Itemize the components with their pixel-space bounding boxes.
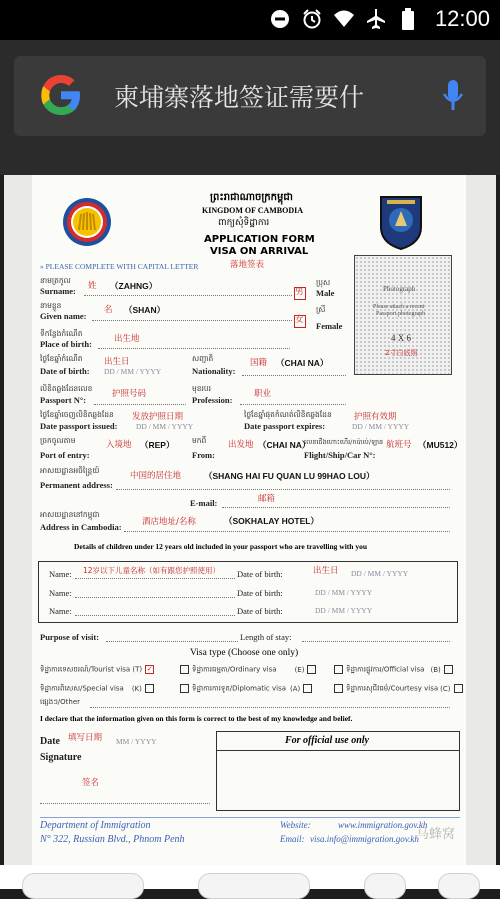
permanent-address-khmer: អាសយដ្ឋានអចិន្ត្រៃយ៍	[40, 466, 100, 475]
airplane-mode-icon	[365, 8, 387, 30]
status-time: 12:00	[434, 6, 490, 31]
female-khmer: ស្រី	[316, 305, 326, 314]
website-link[interactable]: www.immigration.gov.kh	[338, 820, 428, 830]
courtesy-code-checkbox[interactable]	[454, 684, 463, 693]
dob-khmer: ថ្ងៃខែឆ្នាំកំណើត	[40, 354, 83, 363]
expires-label: Date passport expires:	[244, 421, 326, 431]
children-heading: Details of children under 12 years old included in your passport who are travelling with you	[74, 542, 368, 551]
official-visa-option[interactable]	[334, 665, 453, 674]
dob-note: 出生日	[104, 357, 130, 367]
expires-note: 护照有效期	[354, 412, 397, 422]
official-use-box	[216, 731, 460, 811]
ordinary-code-checkbox[interactable]	[307, 665, 316, 674]
child-3-dob-format: DD / MM / YYYY	[315, 606, 373, 615]
photo-chinese-note: 2寸白底照	[385, 349, 418, 357]
department-name: Department of Immigration	[40, 820, 151, 831]
passport-number-line	[94, 404, 186, 405]
alarm-icon	[301, 8, 323, 30]
kingdom-english: KINGDOM OF CAMBODIA	[202, 206, 304, 215]
signature-label: Signature	[40, 752, 82, 763]
email-footer-label: Email:	[280, 834, 305, 844]
ordinary-visa-label: ទិដ្ឋាការធម្មតា/Ordinary visa	[192, 665, 277, 674]
purpose-label: Purpose of visit:	[40, 632, 100, 642]
official-code-checkbox[interactable]	[444, 665, 453, 674]
form-title: APPLICATION FORM	[204, 234, 315, 245]
diplomatic-checkbox[interactable]	[180, 684, 189, 693]
photo-size: 4 X 6	[391, 333, 411, 343]
footer-divider	[40, 817, 460, 818]
child-1-dob-note: 出生日	[313, 566, 339, 576]
do-not-disturb-icon	[269, 8, 291, 30]
nationality-note: 国籍	[250, 358, 268, 368]
issued-khmer: ថ្ងៃខែឆ្នាំចេញលិខិតឆ្លងដែន	[40, 410, 114, 419]
child-1-name-label: Name:	[49, 569, 72, 579]
date-note: 填写日期	[68, 733, 103, 743]
female-label: Female	[316, 321, 343, 331]
from-label: From:	[192, 450, 215, 460]
children-box	[38, 561, 458, 623]
permanent-address-value: （SHANG HAI FU QUAN LU 99HAO LOU）	[204, 471, 375, 481]
issued-note: 发放护照日期	[132, 412, 184, 422]
child-2-name-line	[75, 597, 235, 598]
profession-label: Profession:	[192, 395, 233, 405]
date-format: MM / YYYY	[116, 737, 157, 746]
port-of-entry-value: （REP）	[140, 440, 175, 450]
courtesy-visa-option[interactable]	[334, 684, 463, 693]
surname-note: 姓	[88, 281, 97, 291]
ordinary-visa-code: (E)	[294, 665, 305, 674]
department-address: N° 322, Russian Blvd., Phnom Penh	[40, 834, 185, 845]
email-label: E-mail:	[190, 498, 218, 508]
ordinary-visa-option[interactable]	[180, 665, 316, 674]
search-query-text[interactable]: 柬埔寨落地签证需要什	[114, 83, 365, 112]
status-bar	[0, 0, 500, 40]
diplomatic-visa-option[interactable]	[180, 684, 312, 693]
place-of-birth-line	[98, 348, 290, 349]
child-2-dob-label: Date of birth:	[237, 588, 283, 598]
child-1-dob-format: DD / MM / YYYY	[351, 569, 409, 578]
passport-number-khmer: លិខិតឆ្លងដែនលេខ	[40, 384, 93, 393]
bottom-action-chip-1[interactable]	[22, 873, 144, 899]
address-cambodia-line	[124, 531, 450, 532]
child-2-dob-format: DD / MM / YYYY	[315, 588, 373, 597]
signature-note: 签名	[82, 778, 100, 788]
male-label: Male	[316, 288, 335, 298]
flight-note: 航班号	[386, 440, 412, 450]
address-cambodia-khmer: អាសយដ្ឋាននៅកម្ពុជា	[40, 510, 100, 519]
child-3-dob-label: Date of birth:	[237, 606, 283, 616]
other-visa-label: ផ្សេងៗ/Other	[40, 698, 81, 706]
purpose-line	[106, 641, 238, 642]
dob-label: Date of birth:	[40, 366, 90, 376]
email-footer-link[interactable]: visa.info@immigration.gov.kh	[310, 834, 419, 844]
photo-box	[354, 255, 452, 375]
document-image[interactable]	[4, 175, 496, 865]
declaration-text: I declare that the information given on this form is correct to the best of my knowledge and belief.	[40, 714, 353, 723]
permanent-address-note: 中国的居住地	[130, 471, 182, 481]
child-3-name-line	[75, 615, 235, 616]
surname-label: Surname:	[40, 286, 76, 296]
place-of-birth-note: 出生地	[114, 334, 140, 344]
photo-note-1: Please attach a recent	[373, 304, 425, 310]
given-name-khmer: នាមខ្លួន	[40, 301, 62, 310]
ordinary-checkbox[interactable]	[180, 665, 189, 674]
expires-khmer: ថ្ងៃខែឆ្នាំផុតកំណត់លិខិតឆ្លងដែន	[244, 410, 332, 419]
diplomatic-code-checkbox[interactable]	[303, 684, 312, 693]
diplomatic-visa-label: ទិដ្ឋាការការទូត/Diplomatic visa	[192, 684, 287, 693]
google-logo-icon	[36, 70, 86, 120]
given-name-label: Given name:	[40, 311, 87, 321]
expires-format: DD / MM / YYYY	[352, 422, 410, 431]
stay-label: Length of stay:	[240, 632, 292, 642]
special-checkbox[interactable]	[145, 684, 154, 693]
nationality-line	[242, 375, 346, 376]
kingdom-khmer: ព្រះរាជាណាចក្រកម្ពុជា	[210, 192, 293, 203]
given-name-line	[92, 320, 292, 321]
capital-letter-instruction: » PLEASE COMPLETE WITH CAPITAL LETTER	[40, 262, 199, 271]
profession-khmer: មុខរបរ	[192, 384, 212, 393]
courtesy-visa-code: (C)	[440, 684, 451, 693]
place-of-birth-label: Place of birth:	[40, 339, 92, 349]
given-name-note: 名	[104, 305, 113, 315]
search-app-bar	[0, 40, 500, 175]
issued-format: DD / MM / YYYY	[136, 422, 194, 431]
bottom-action-bar	[0, 865, 500, 889]
date-label: Date	[40, 736, 60, 747]
child-1-dob-label: Date of birth:	[237, 569, 283, 579]
address-cambodia-value: （SOKHALAY HOTEL）	[224, 516, 319, 526]
profession-line	[240, 404, 346, 405]
nationality-khmer: សញ្ជាតិ	[192, 354, 214, 363]
bottom-action-chip-2[interactable]	[198, 873, 310, 899]
email-note: 邮箱	[258, 494, 276, 504]
stay-line	[302, 641, 450, 642]
issued-label: Date passport issued:	[40, 421, 118, 431]
flight-value: （MU512）	[418, 440, 463, 450]
tourist-visa-label: ទិដ្ឋាការទេសចរណ៍/Tourist visa (T)	[40, 665, 143, 674]
surname-khmer: នាមត្រកូល	[40, 276, 71, 285]
passport-number-label: Passport N°:	[40, 395, 87, 405]
from-note: 出发地	[228, 440, 254, 450]
given-name-value: （SHAN）	[124, 305, 166, 315]
wifi-icon	[333, 8, 355, 30]
bottom-action-chip-4[interactable]	[438, 873, 480, 899]
child-3-name-label: Name:	[49, 606, 72, 616]
bottom-action-chip-3[interactable]	[364, 873, 406, 899]
watermark-text: 马蜂窝	[416, 827, 456, 842]
nationality-label: Nationality:	[192, 366, 236, 376]
photo-note-2: Passport photograph	[376, 311, 426, 317]
passport-number-note: 护照号码	[112, 389, 147, 399]
profession-note: 职业	[254, 389, 272, 399]
courtesy-checkbox[interactable]	[334, 684, 343, 693]
website-label: Website:	[280, 820, 311, 830]
flight-label: Flight/Ship/Car N°:	[304, 450, 376, 460]
special-visa-code: (K)	[131, 684, 142, 693]
from-value: （CHAI NA）	[258, 440, 311, 450]
asean-logo-icon	[62, 197, 112, 252]
child-1-note: 12岁以下儿童名称（如有跟您护照使用）	[83, 566, 221, 575]
tourist-checkbox-checked[interactable]: ✓	[146, 665, 153, 673]
dob-format: DD / MM / YYYY	[104, 367, 162, 376]
instruction-chinese-note: 落地签表	[230, 260, 265, 270]
surname-line	[84, 295, 292, 296]
female-chinese: 女	[295, 315, 304, 325]
address-cambodia-note: 酒店地址/名称	[142, 517, 196, 527]
surname-value: （ZAHNG）	[110, 281, 158, 291]
male-khmer: ប្រុស	[316, 278, 331, 287]
other-visa-line	[90, 707, 450, 708]
port-of-entry-label: Port of entry:	[40, 450, 90, 460]
port-of-entry-khmer: ច្រកចូលតាម	[40, 436, 76, 445]
special-visa-option[interactable]	[40, 684, 154, 693]
visa-type-heading: Visa type (Choose one only)	[190, 648, 299, 658]
visa-application-form	[32, 175, 466, 865]
official-visa-label: ទិដ្ឋាការផ្លូវការ/Official visa	[346, 665, 425, 674]
form-title-khmer: ពាក្យសុំទិដ្ឋាការ	[218, 218, 270, 228]
place-of-birth-khmer: ទីកន្លែងកំណើត	[40, 329, 83, 338]
nationality-value: （CHAI NA）	[276, 358, 329, 368]
child-1-name-line	[75, 578, 235, 579]
tourist-visa-option[interactable]	[40, 665, 154, 674]
email-line	[222, 507, 450, 508]
port-of-entry-note: 入境地	[106, 440, 132, 450]
immigration-badge-icon	[377, 193, 425, 256]
form-subtitle: VISA ON ARRIVAL	[210, 246, 309, 257]
microphone-icon[interactable]	[442, 78, 464, 118]
child-2-name-label: Name:	[49, 588, 72, 598]
permanent-address-label: Permanent address:	[40, 480, 113, 490]
official-checkbox[interactable]	[334, 665, 343, 674]
special-visa-label: ទិដ្ឋាការពិសេស/Special visa	[40, 684, 124, 693]
address-cambodia-label: Address in Cambodia:	[40, 522, 122, 532]
search-box[interactable]	[14, 56, 486, 136]
from-khmer: មកពី	[192, 436, 207, 445]
diplomatic-visa-code: (A)	[290, 684, 301, 693]
battery-icon	[397, 8, 419, 30]
flight-khmer: លេខជើងហោះហើរ/កប៉ាល់/ឡាន	[304, 438, 384, 446]
signature-line	[40, 803, 210, 804]
official-use-title: For official use only	[285, 735, 369, 746]
courtesy-visa-label: ទិដ្ឋាការសុជីវធម៌/Courtesy visa	[346, 684, 439, 693]
permanent-address-line	[116, 489, 450, 490]
male-chinese: 男	[295, 287, 304, 297]
photo-title: Photograph	[383, 285, 416, 293]
official-visa-code: (B)	[430, 665, 441, 674]
